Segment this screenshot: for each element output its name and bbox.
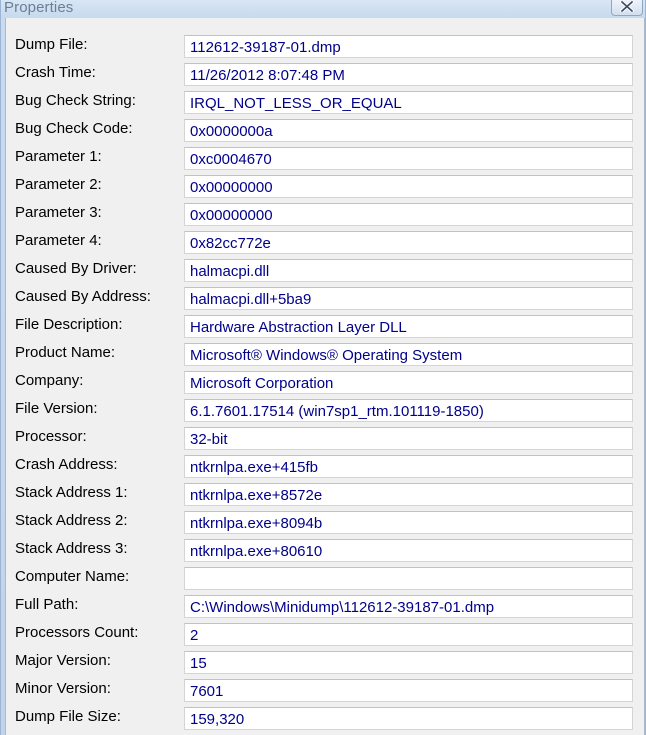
property-value-field[interactable] [184,315,633,338]
property-label: Stack Address 2: [15,512,128,529]
window-title: Properties [4,0,74,16]
property-row-parameter-1 [6,145,644,173]
property-value-field[interactable] [184,539,633,562]
property-value-field[interactable] [184,175,633,198]
property-row-parameter-3 [6,201,644,229]
property-row-parameter-4 [6,229,644,257]
property-value-field[interactable] [184,203,633,226]
property-value-field[interactable] [184,399,633,422]
property-value-field[interactable] [184,651,633,674]
property-label: Bug Check String: [15,92,136,109]
property-value-field[interactable] [184,623,633,646]
property-label: File Version: [15,400,98,417]
property-row-processors-count [6,621,644,649]
property-label: Company: [15,372,84,389]
property-row-stack-address-2 [6,509,644,537]
property-row-bug-check-string [6,89,644,117]
property-label: Parameter 1: [15,148,102,165]
properties-panel [5,18,645,735]
property-row-caused-by-driver [6,257,644,285]
property-value-field[interactable] [184,343,633,366]
property-label: Stack Address 1: [15,484,128,501]
property-row-bug-check-code [6,117,644,145]
property-value-field[interactable] [184,91,633,114]
property-value-field[interactable] [184,427,633,450]
property-row-dump-file [6,33,644,61]
property-row-product-name [6,341,644,369]
property-label: Parameter 2: [15,176,102,193]
property-value-field[interactable] [184,371,633,394]
property-label: Dump File Size: [15,708,121,725]
property-row-stack-address-3 [6,537,644,565]
property-row-crash-time [6,61,644,89]
property-label: Product Name: [15,344,116,361]
property-row-major-version [6,649,644,677]
property-label: Computer Name: [15,568,130,585]
property-row-minor-version [6,677,644,705]
property-value-field[interactable] [184,35,633,58]
property-label: Parameter 4: [15,232,102,249]
property-row-file-version [6,397,644,425]
property-label: Full Path: [15,596,79,613]
property-row-full-path [6,593,644,621]
property-value-field[interactable] [184,707,633,730]
property-value-field[interactable] [184,511,633,534]
property-value-field[interactable] [184,567,633,590]
property-label: Crash Address: [15,456,118,473]
property-row-dump-file-size [6,705,644,733]
property-label: Caused By Address: [15,288,151,305]
property-value-field[interactable] [184,595,633,618]
property-row-crash-address [6,453,644,481]
property-row-parameter-2 [6,173,644,201]
property-label: Dump File: [15,36,88,53]
property-value-field[interactable] [184,259,633,282]
property-value-field[interactable] [184,231,633,254]
property-value-field[interactable] [184,119,633,142]
property-label: Parameter 3: [15,204,102,221]
property-label: Processor: [15,428,87,445]
property-label: Processors Count: [15,624,139,641]
title-bar[interactable] [1,0,645,18]
property-row-stack-address-1 [6,481,644,509]
property-value-field[interactable] [184,63,633,86]
property-list [6,33,644,733]
property-label: Major Version: [15,652,111,669]
property-value-field[interactable] [184,455,633,478]
property-label: Bug Check Code: [15,120,133,137]
property-row-caused-by-address [6,285,644,313]
property-row-company [6,369,644,397]
close-icon [620,1,634,12]
property-value-field[interactable] [184,483,633,506]
property-row-computer-name [6,565,644,593]
property-value-field[interactable] [184,147,633,170]
property-value-field[interactable] [184,287,633,310]
property-row-file-description [6,313,644,341]
property-label: File Description: [15,316,123,333]
close-button[interactable] [611,0,643,16]
property-label: Crash Time: [15,64,96,81]
property-label: Caused By Driver: [15,260,137,277]
property-row-processor [6,425,644,453]
property-label: Stack Address 3: [15,540,128,557]
property-label: Minor Version: [15,680,111,697]
property-value-field[interactable] [184,679,633,702]
